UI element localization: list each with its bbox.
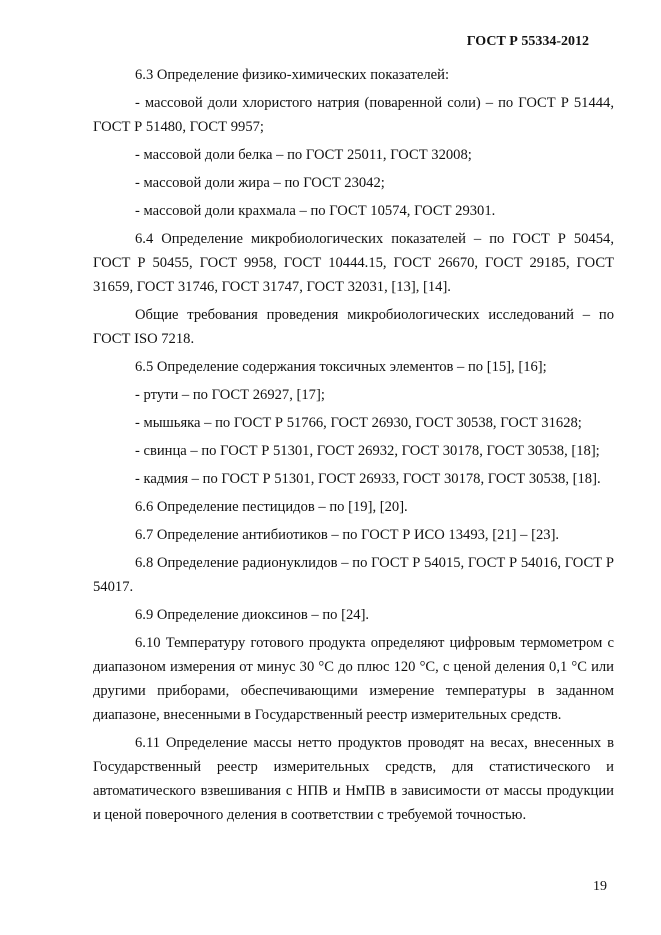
paragraph-sodium-chloride: - массовой доли хлористого натрия (поваренной соли) – по ГОСТ Р 51444, ГОСТ Р 51480, ГОСТ 9957; — [93, 95, 614, 135]
paragraph-6-5: 6.5 Определение содержания токсичных элементов – по [15], [16]; — [135, 359, 547, 375]
paragraph-fat: - массовой доли жира – по ГОСТ 23042; — [135, 175, 385, 191]
paragraph-6-4: 6.4 Определение микробиологических показателей – по ГОСТ Р 50454, ГОСТ Р 50455, ГОСТ 9958, ГОСТ 10444.15, ГОСТ 26670, ГОСТ 29185, ГОСТ 31659, ГОСТ 31746, ГОСТ 31747, ГОСТ 32031, [13], [14]. — [93, 231, 614, 295]
paragraph-arsenic: - мышьяка – по ГОСТ Р 51766, ГОСТ 26930, ГОСТ 30538, ГОСТ 31628; — [135, 415, 582, 431]
paragraph-6-10: 6.10 Температуру готового продукта определяют цифровым термометром с диапазоном измерения от минус 30 °С до плюс 120 °С, с ценой деления 0,1 °С или другими приборами, обеспечивающими измерение температуры в заданном диапазоне, внесенными в Государственный реестр измерительных средств. — [93, 635, 614, 723]
paragraph-starch: - массовой доли крахмала – по ГОСТ 10574, ГОСТ 29301. — [135, 203, 496, 219]
document-body — [93, 63, 614, 831]
document-header: ГОСТ Р 55334-2012 — [466, 34, 589, 49]
paragraph-general-requirements: Общие требования проведения микробиологических исследований – по ГОСТ ISO 7218. — [93, 307, 614, 347]
paragraph-protein: - массовой доли белка – по ГОСТ 25011, ГОСТ 32008; — [135, 147, 472, 163]
paragraph-6-7: 6.7 Определение антибиотиков – по ГОСТ Р ИСО 13493, [21] – [23]. — [135, 527, 560, 543]
paragraph-mercury: - ртути – по ГОСТ 26927, [17]; — [135, 387, 325, 403]
paragraph-6-8: 6.8 Определение радионуклидов – по ГОСТ Р 54015, ГОСТ Р 54016, ГОСТ Р 54017. — [93, 555, 614, 595]
paragraph-6-11: 6.11 Определение массы нетто продуктов проводят на весах, внесенных в Государственный реестр измерительных средств, для статистического и автоматического взвешивания с НПВ и НмПВ в зависимости от массы продукции и ценой поверочного деления в соответствии с требуемой точностью. — [93, 735, 614, 823]
paragraph-cadmium: - кадмия – по ГОСТ Р 51301, ГОСТ 26933, ГОСТ 30178, ГОСТ 30538, [18]. — [135, 471, 601, 487]
paragraph-6-6: 6.6 Определение пестицидов – по [19], [20]. — [135, 499, 408, 515]
paragraph-lead: - свинца – по ГОСТ Р 51301, ГОСТ 26932, ГОСТ 30178, ГОСТ 30538, [18]; — [135, 443, 600, 459]
paragraph-6-9: 6.9 Определение диоксинов – по [24]. — [135, 607, 370, 623]
page-number: 19 — [593, 879, 607, 894]
paragraph-6-3: 6.3 Определение физико-химических показателей: — [135, 67, 450, 83]
